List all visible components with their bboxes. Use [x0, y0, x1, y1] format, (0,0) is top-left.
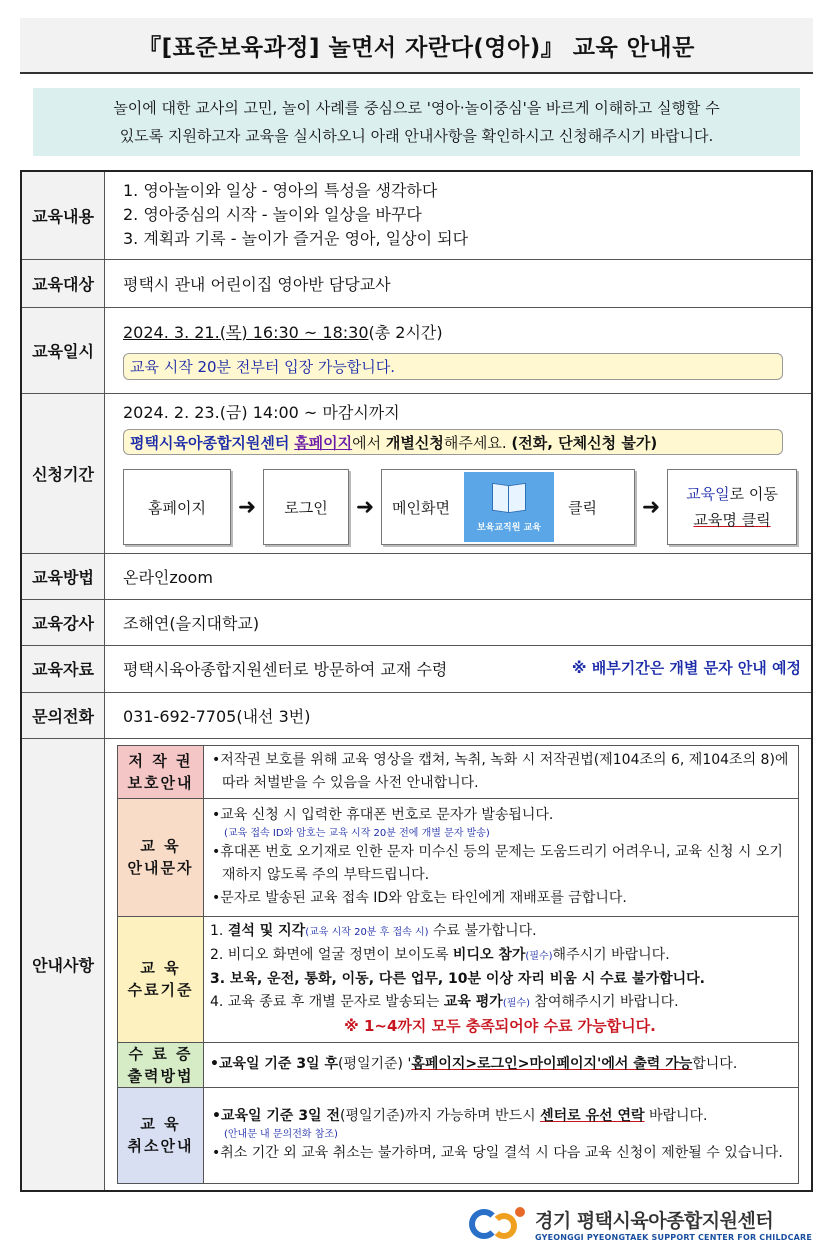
date-value: 2024. 3. 21.(목) 16:30 ~ 18:30 — [123, 322, 369, 342]
material-value: 평택시육아종합지원센터로 방문하여 교재 수령 — [123, 660, 448, 679]
completion-item-1: 1. 결석 및 지각(교육 시작 20분 후 접속 시) 수료 불가합니다. — [210, 923, 537, 939]
intro-line-1: 놀이에 대한 교사의 고민, 놀이 사례를 중심으로 '영아·놀이중심'을 바르게 이해하고 실행할 수 — [113, 99, 720, 117]
step-login: 로그인 — [263, 469, 349, 545]
copyright-text: •저작권 보호를 위해 교육 영상을 캡쳐, 녹취, 녹화 시 저작권법(제104조의 6, 제104조의 8)에 따라 처벌받을 수 있음을 사전 안내합니다. — [212, 751, 789, 791]
label-lecturer: 교육강사 — [21, 599, 105, 645]
notice-cancel — [118, 1087, 799, 1183]
sms-label-1: 교 육 — [140, 837, 181, 855]
step-main-label: 메인화면 — [392, 498, 450, 517]
book-icon — [492, 482, 526, 512]
lecturer-value: 조해연(을지대학교) — [105, 599, 813, 645]
cancel-bullet-1: •교육일 기준 3일 전(평일기준)까지 가능하며 반드시 센터로 유선 연락 바랍니다. — [212, 1108, 708, 1124]
title-bar — [20, 18, 813, 74]
label-target: 교육대상 — [21, 259, 105, 307]
row-lecturer — [21, 599, 812, 645]
label-date: 교육일시 — [21, 307, 105, 393]
content-item-3: 3. 계획과 기록 - 놀이가 즐거운 영아, 일상이 되다 — [123, 229, 469, 249]
label-phone: 문의전화 — [21, 692, 105, 738]
apply-mid: 에서 — [352, 433, 382, 452]
entry-note: 교육 시작 20분 전부터 입장 가능합니다. — [123, 353, 783, 380]
row-date — [21, 307, 812, 393]
cancel-sub: (안내문 내 문의전화 참조) — [224, 1129, 338, 1140]
individual-apply: 개별신청 — [385, 433, 444, 452]
row-phone — [21, 692, 812, 738]
row-content — [21, 171, 812, 259]
footer — [467, 1204, 817, 1244]
phone-value: 031-692-7705(내선 3번) — [105, 692, 813, 738]
intro-line-2: 있도록 지원하고자 교육을 실시하오니 아래 안내사항을 확인하시고 신청해주시기 바랍니다. — [119, 127, 714, 145]
info-table — [20, 170, 813, 1192]
cancel-label-1: 교 육 — [140, 1115, 181, 1133]
completion-label-1: 교 육 — [140, 959, 181, 977]
sms-label-2: 안내문자 — [127, 859, 194, 877]
label-content: 교육내용 — [21, 171, 105, 259]
completion-item-4: 4. 교육 종료 후 개별 문자로 발송되는 교육 평가(필수) 참여해주시기 바랍니다. — [210, 994, 679, 1010]
arrow-icon: ➜ — [237, 494, 257, 520]
notice-completion — [118, 916, 799, 1042]
label-method: 교육방법 — [21, 553, 105, 599]
completion-label-2: 수료기준 — [127, 981, 194, 999]
sms-bullet-2: •휴대폰 번호 오기재로 인한 문자 미수신 등의 문제는 도움드리기 어려우니, 교육 신청 시 오기재하지 않도록 주의 부탁드립니다. — [212, 844, 783, 883]
step-click-label: 클릭 — [567, 498, 597, 517]
step-course — [667, 469, 797, 545]
content-item-1: 1. 영아놀이와 일상 - 영아의 특성을 생각하다 — [123, 181, 438, 201]
completion-item-3: 3. 보육, 운전, 통화, 이동, 다른 업무, 10분 이상 자리 비움 시 수료 불가합니다. — [210, 971, 705, 987]
label-apply: 신청기간 — [21, 393, 105, 553]
step-homepage: 홈페이지 — [123, 469, 231, 545]
notice-copyright — [118, 745, 799, 798]
row-material — [21, 645, 812, 692]
date-suffix: (총 2시간) — [368, 322, 443, 342]
org-name-kr: 경기 평택시육아종합지원센터 — [535, 1210, 774, 1232]
apply-mid2: 해주세요. — [443, 433, 507, 452]
notice-table — [117, 745, 799, 1184]
center-logo-icon — [467, 1205, 529, 1243]
row-method — [21, 553, 812, 599]
certificate-text: •교육일 기준 3일 후(평일기준) '홈페이지>로그인>마이페이지'에서 출력 가능합니다. — [204, 1042, 799, 1087]
completion-item-2: 2. 비디오 화면에 얼굴 정면이 보이도록 비디오 참가(필수)해주시기 바랍니다. — [210, 947, 670, 963]
apply-period: 2024. 2. 23.(금) 14:00 ~ 마감시까지 — [123, 403, 400, 422]
edu-icon-caption: 보육교직원 교육 — [476, 522, 541, 533]
apply-flow — [123, 469, 797, 545]
move-label: 로 이동 — [729, 485, 778, 503]
copyright-label-2: 보호안내 — [127, 773, 194, 792]
method-value: 온라인zoom — [105, 553, 813, 599]
content-item-2: 2. 영아중심의 시작 - 놀이와 일상을 바꾸다 — [123, 205, 422, 225]
sms-bullet-3: •문자로 발송된 교육 접속 ID와 암호는 타인에게 재배포를 금합니다. — [212, 890, 627, 906]
certificate-label-1: 수 료 증 — [128, 1044, 193, 1063]
course-click: 교육명 클릭 — [693, 511, 771, 529]
row-apply — [21, 393, 812, 553]
sms-sub: (교육 접속 ID와 암호는 교육 시작 20분 전에 개별 문자 발송) — [224, 828, 490, 839]
org-name-en: GYEONGGI PYEONGTAEK SUPPORT CENTER FOR CHILDCARE — [535, 1233, 813, 1242]
material-note: ※ 배부기간은 개별 문자 안내 예정 — [571, 659, 801, 677]
edu-day-link: 교육일 — [686, 485, 730, 503]
homepage-link[interactable]: 홈페이지 — [294, 433, 353, 452]
label-notice: 안내사항 — [21, 738, 105, 1191]
step-main — [381, 469, 635, 545]
certificate-label-2: 출력방법 — [127, 1066, 194, 1085]
cancel-label-2: 취소안내 — [127, 1137, 194, 1155]
row-notice — [21, 738, 812, 1191]
page-title: 『[표준보육과정] 놀면서 자란다(영아)』 교육 안내문 — [138, 34, 695, 61]
sms-bullet-1: •교육 신청 시 입력한 휴대폰 번호로 문자가 발송됩니다. — [212, 807, 554, 823]
intro-box — [33, 88, 800, 156]
target-value: 평택시 관내 어린이집 영아반 담당교사 — [105, 259, 813, 307]
row-target — [21, 259, 812, 307]
arrow-icon: ➜ — [355, 494, 375, 520]
apply-restriction: (전화, 단체신청 불가) — [511, 433, 658, 452]
copyright-label-1: 저 작 권 — [128, 751, 193, 770]
label-material: 교육자료 — [21, 645, 105, 692]
arrow-icon: ➜ — [641, 494, 661, 520]
center-name: 평택시육아종합지원센터 — [130, 433, 290, 452]
staff-education-icon — [464, 472, 554, 542]
notice-certificate — [118, 1042, 799, 1087]
notice-sms — [118, 798, 799, 916]
apply-note — [123, 429, 783, 455]
completion-warning: ※ 1~4까지 모두 충족되어야 수료 가능합니다. — [344, 1017, 656, 1035]
cancel-bullet-2: •취소 기간 외 교육 취소는 불가하며, 교육 당일 결석 시 다음 교육 신청이 제한될 수 있습니다. — [212, 1145, 783, 1161]
